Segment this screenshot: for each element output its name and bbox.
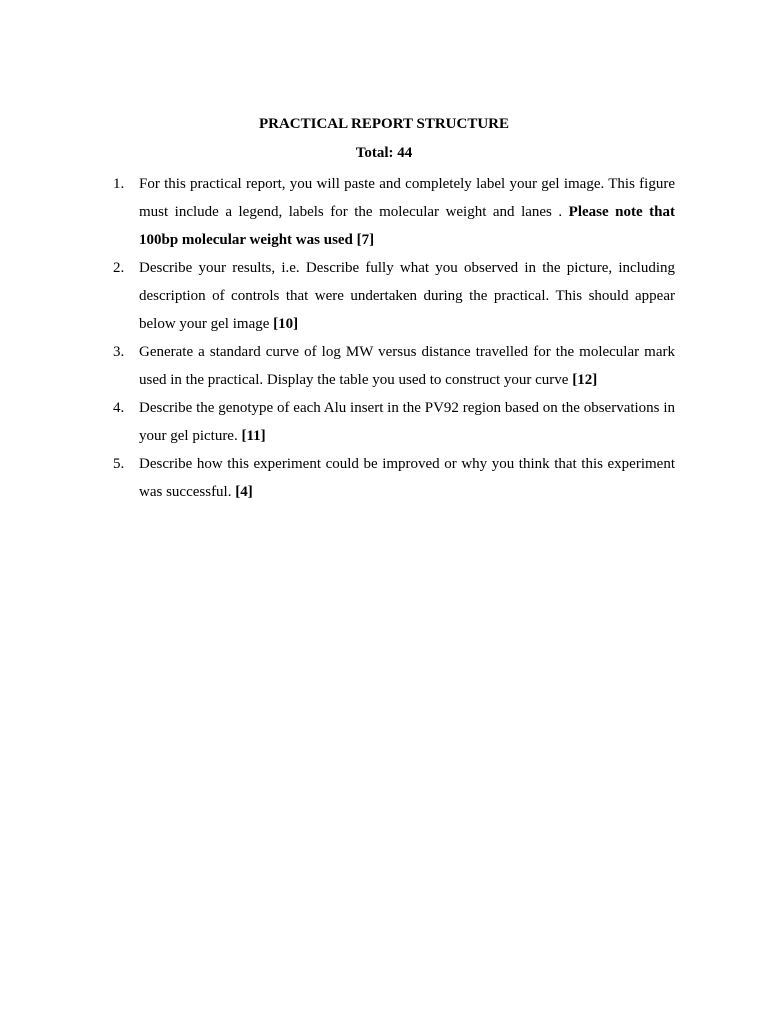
list-item <box>113 170 675 254</box>
list-item <box>113 338 675 394</box>
item-number: 3. <box>113 344 125 360</box>
item-marks: [10] <box>273 316 299 332</box>
item-text: Describe the genotype of each Alu insert in the PV92 region based on the observations in your gel picture. <box>139 400 675 444</box>
item-marks: [12] <box>572 372 598 388</box>
list-item <box>113 394 675 450</box>
item-number: 2. <box>113 260 125 276</box>
item-marks: Please note that 100bp molecular weight was used [7] <box>139 204 676 248</box>
list-item <box>113 254 675 338</box>
item-text: Describe your results, i.e. Describe fully what you observed in the picture, including description of controls that were undertaken during the practical. This should appear below your gel image <box>139 260 675 332</box>
item-number: 1. <box>113 176 125 192</box>
item-number: 5. <box>113 456 125 472</box>
item-text: For this practical report, you will paste and completely label your gel image. This figure must include a legend, labels for the molecular weight and lanes . <box>139 176 675 220</box>
item-number: 4. <box>113 400 125 416</box>
item-marks: [11] <box>241 428 266 444</box>
total-marks: Total: 44 <box>355 145 413 161</box>
item-text: Describe how this experiment could be improved or why you think that this experiment was successful. <box>139 456 675 500</box>
item-text: Generate a standard curve of log MW versus distance travelled for the molecular mark used in the practical. Display the table you used to construct your curve <box>139 344 675 388</box>
page-title: PRACTICAL REPORT STRUCTURE <box>258 116 510 132</box>
item-marks: [4] <box>235 484 253 500</box>
list-item <box>113 450 675 506</box>
instruction-list <box>113 170 675 506</box>
